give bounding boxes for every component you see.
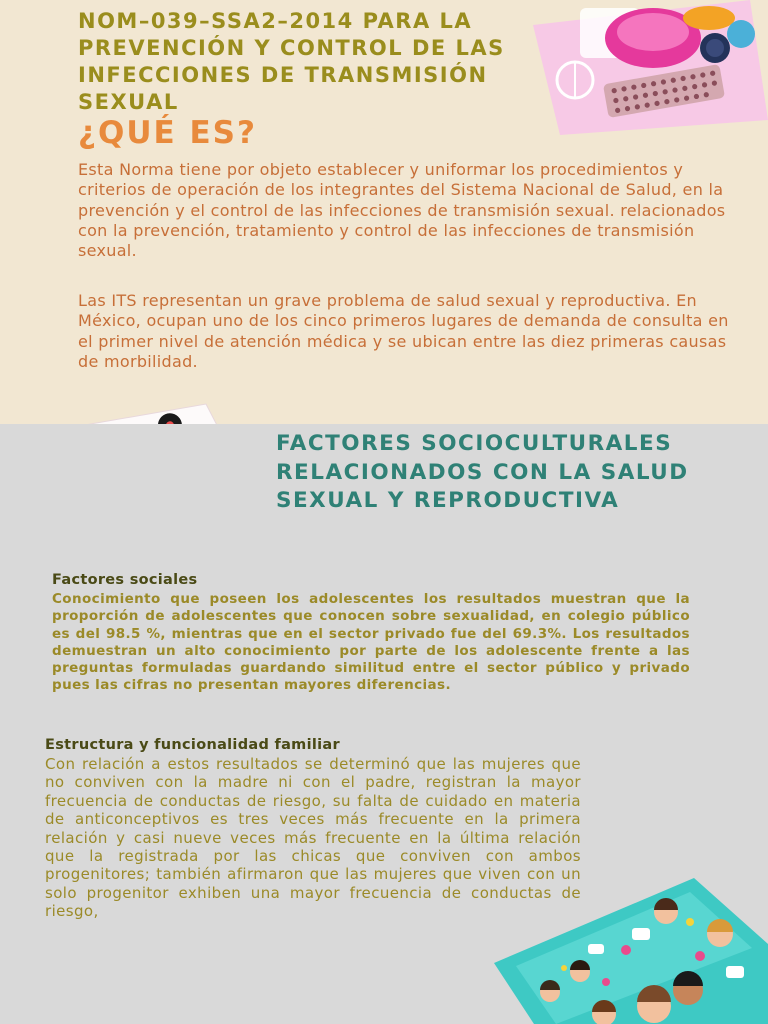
que-es-paragraph-1: Esta Norma tiene por objeto establecer y uniformar los procedimientos y criterios de operación de los integrantes del Sistema Nacional de Salud, en la prevención y el control de las infecciones de transmisión sexual. relacionados con la prevención, tratamiento y control de las infecciones de transmisión sexual. [78,160,726,261]
que-es-paragraph-2: Las ITS representan un grave problema de salud sexual y reproductiva. En México, ocupan uno de los cinco primeros lugares de demanda de consulta en el primer nivel de atención médica y se ubican entre las diez primeras causas de morbilidad. [78,291,729,371]
estructura-familiar-text: Con relación a estos resultados se determinó que las mujeres que no conviven con la madre ni con el padre, registran la mayor frecuencia de conductas de riesgo, su falta de cuidado en materia de anticonceptivos es tres veces más frecuente en la primera relación y casi nueve veces más frecuente en la última relación que la registrada por las chicas que conviven con ambos progenitores; también afirmaron que las mujeres que viven con un solo progenitor exhiben una mayor frecuencia de conductas de riesgo, [45,755,581,921]
factores-sociales-text: Conocimiento que poseen los adolescentes los resultados muestran que la proporción de adolescentes que conocen sobre sexualidad, en colegio público es del 98.5 %, mientras que en el sector privado fue del 69.3%. Los resultados demuestran un alto conocimiento por parte de los adolescente frente a las preguntas formuladas guardando similitud entre el sector público y privado pues las cifras no presentan mayores diferencias. [52,591,690,694]
top-section [0,0,768,424]
estructura-familiar-heading: Estructura y funcionalidad familiar [45,737,340,753]
page-title: NOM–039–SSA2–2014 PARA LA PREVENCIÓN Y CONTROL DE LAS INFECCIONES DE TRANSMISIÓN SEXUAL [78,9,505,114]
factores-sociales-heading: Factores sociales [52,572,198,588]
que-es-heading: ¿QUÉ ES? [78,115,257,151]
factores-heading: FACTORES SOCIOCULTURALES RELACIONADOS CON LA SALUD SEXUAL Y REPRODUCTIVA [276,431,689,513]
